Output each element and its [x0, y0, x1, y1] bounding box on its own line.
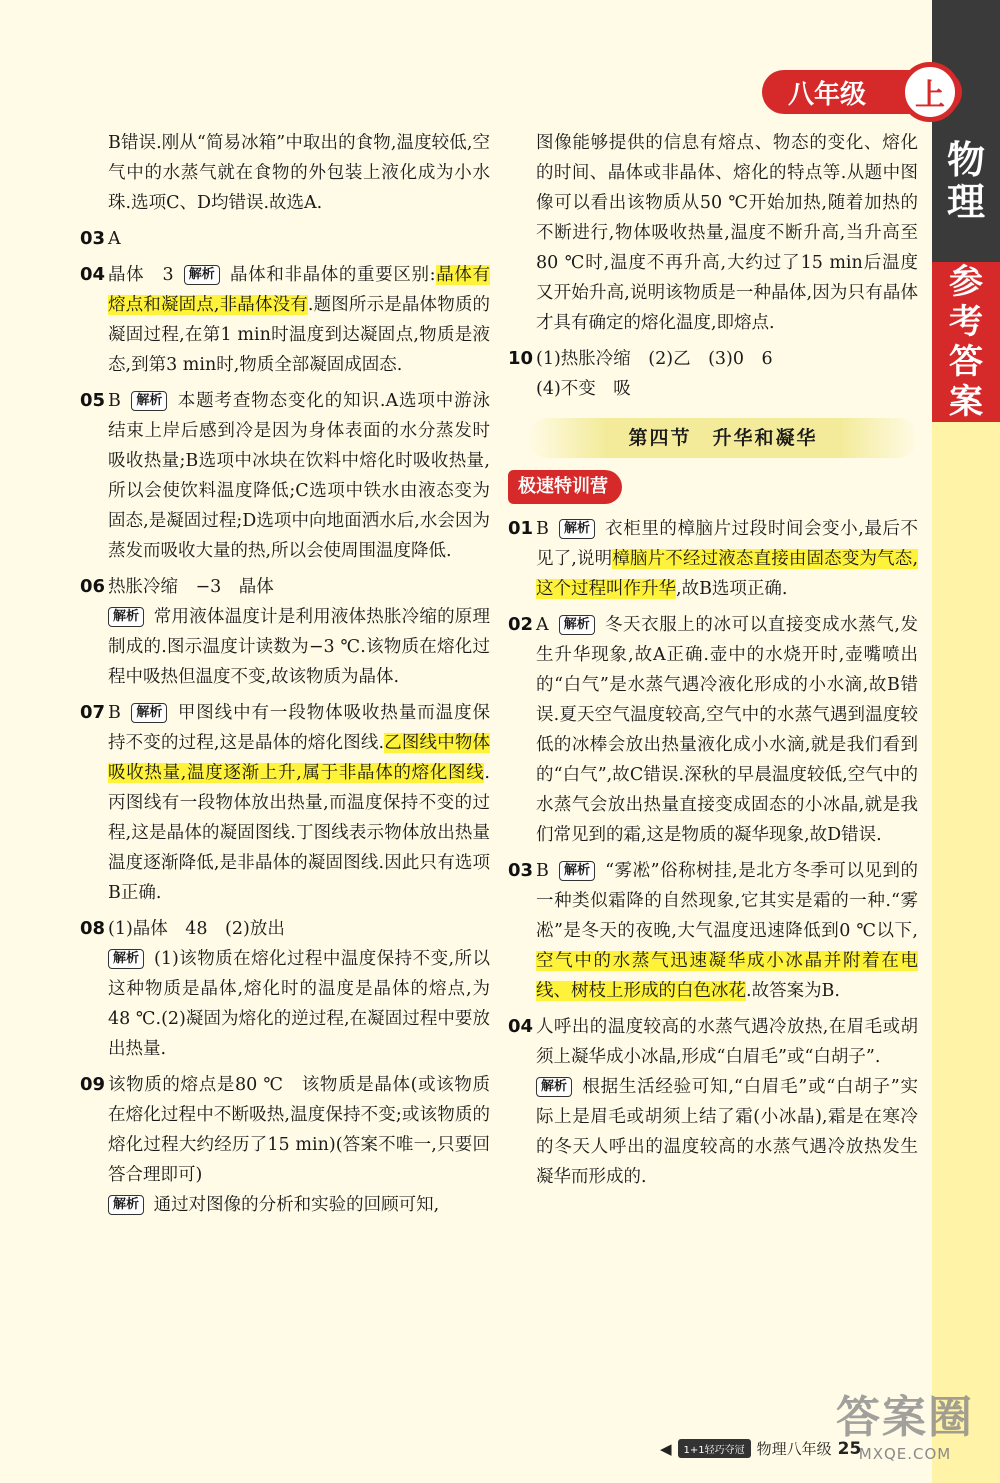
analysis-text: 常用液体温度计是利用液体热胀冷缩的原理制成的.图示温度计读数为−3 ℃.该物质在熔化过程中吸热但温度不变,故该物质为晶体.	[108, 607, 490, 687]
answer-text: (1)晶体 48 (2)放出	[108, 919, 285, 939]
footer-text: 物理八年级	[756, 1440, 832, 1458]
analysis-text: 根据生活经验可知,“白眉毛”或“白胡子”实际上是眉毛或胡须上结了霜(小冰晶),霜是在寒冷的冬天人呼出的温度较高的水蒸气遇冷放热发生凝华而形成的.	[536, 1077, 918, 1187]
answer-text: 人呼出的温度较高的水蒸气遇冷放热,在眉毛或胡须上凝华成小冰晶,形成“白眉毛”或“白胡子”.	[536, 1017, 918, 1067]
answer-text: (4)不变 吸	[536, 379, 631, 399]
answer-text: B	[108, 391, 121, 411]
sidebar-subject: 物 理	[946, 138, 985, 224]
question-number: 04	[508, 1016, 534, 1037]
section-title: 第四节 升华和凝华	[528, 418, 918, 458]
analysis-text: 冬天衣服上的冰可以直接变成水蒸气,发生升华现象,故A正确.壶中的水烧开时,壶嘴喷出的“白气”是水蒸气遇冷液化形成的小水滴,故B错误.夏天空气温度较高,空气中的水蒸气遇到温度较低的冰棒会放出热量液化成小水滴,就是我们看到的“白气”,故C错误.深秋的早晨温度较低,空气中的水蒸气会放出热量直接变成固态的小冰晶,就是我们常见到的霜,这是物质的凝华现象,故D错误.	[536, 615, 918, 845]
answer-09-continuation: 图像能够提供的信息有熔点、物态的变化、熔化的时间、晶体或非晶体、熔化的特点等.从题中图像可以看出该物质从50 ℃开始加热,随着加热的不断进行,物体吸收热量,温度不断升高,当升高至80 ℃时,温度不再升高,大约过了15 min后温度又开始升高,说明该物质是一种晶体,因为只有晶体才具有确定的熔化温度,即熔点.	[536, 133, 918, 333]
publisher-logo: 1+1轻巧夺冠	[678, 1439, 751, 1458]
answer-06	[80, 572, 490, 692]
analysis-text: ,故B选项正确.	[676, 579, 788, 599]
analysis-text: .故答案为B.	[746, 981, 840, 1001]
answer-03	[80, 224, 490, 254]
analysis-text: 甲图线中有一段物体吸收热量而温度保持不变的过程,这是晶体的熔化图线.	[108, 703, 490, 753]
answer-continuation: B错误.刚从“简易冰箱”中取出的食物,温度较低,空气中的水蒸气就在食物的外包装上液化成为小水珠.选项C、D均错误.故选A.	[108, 133, 490, 213]
analysis-tag: 解析	[559, 861, 595, 881]
analysis-text: 通过对图像的分析和实验的回顾可知,	[153, 1195, 440, 1215]
answer-text: A	[536, 615, 549, 635]
analysis-tag: 解析	[108, 949, 144, 969]
answer-text: 该物质的熔点是80 ℃ 该物质是晶体(或该物质在熔化过程中不断吸热,温度保持不变;或该物质的熔化过程大约经历了15 min)(答案不唯一,只要回答合理即可)	[108, 1075, 490, 1185]
question-number: 09	[80, 1074, 106, 1095]
answer-10	[508, 344, 918, 404]
analysis-text: .丙图线有一段物体放出热量,而温度保持不变的过程,这是晶体的凝固图线.丁图线表示物体放出热量温度逐渐降低,是非晶体的凝固图线.因此只有选项B正确.	[108, 763, 490, 903]
answer-text: (1)热胀冷缩 (2)乙 (3)0 6	[536, 349, 773, 369]
analysis-tag: 解析	[131, 391, 167, 411]
question-number: 10	[508, 348, 534, 369]
highlighted-text: 乙图线中物体吸收热量,温度逐渐上升,属于非晶体的熔化图线	[108, 733, 491, 783]
highlighted-text: 樟脑片不经过液态直接由固态变为气态,这个过程叫作升华	[536, 549, 919, 599]
question-number: 07	[80, 702, 106, 723]
answer-r03	[508, 856, 918, 1006]
question-number: 08	[80, 918, 106, 939]
question-number: 05	[80, 390, 106, 411]
answer-text: 晶体 3	[108, 265, 174, 285]
answer-text: 热胀冷缩 −3 晶体	[108, 577, 274, 597]
answer-07	[80, 698, 490, 908]
watermark: 答案圈 MXQE.COM	[836, 1392, 974, 1463]
answer-r04	[508, 1012, 918, 1192]
answer-r02	[508, 610, 918, 850]
analysis-tag: 解析	[559, 615, 595, 635]
page-number: 25	[837, 1438, 862, 1459]
answer-text: B	[536, 861, 549, 881]
highlighted-text: 空气中的水蒸气迅速凝华成小冰晶并附着在电线、树枝上形成的白色冰花	[536, 951, 918, 1001]
question-number: 06	[80, 576, 106, 597]
arrow-left-icon: ◀	[660, 1439, 672, 1458]
left-column	[80, 128, 490, 1226]
practice-label: 极速特训营	[508, 470, 622, 504]
right-column	[508, 128, 918, 1198]
question-number: 03	[80, 228, 106, 249]
question-number: 04	[80, 264, 106, 285]
answer-text: B	[536, 519, 549, 539]
analysis-tag: 解析	[108, 607, 144, 627]
analysis-tag: 解析	[108, 1195, 144, 1215]
analysis-tag: 解析	[559, 519, 595, 539]
analysis-text: .题图所示是晶体物质的凝固过程,在第1 min时温度到达凝固点,物质是液态,到第3 min时,物质全部凝固成固态.	[108, 295, 491, 375]
analysis-text: 晶体和非晶体的重要区别:	[230, 265, 436, 285]
analysis-text: “雾凇”俗称树挂,是北方冬季可以见到的一种类似霜降的自然现象,它其实是霜的一种.“雾凇”是冬天的夜晚,大气温度迅速降低到0 ℃以下,	[536, 861, 918, 941]
term-badge: 上	[900, 62, 960, 122]
analysis-tag: 解析	[184, 265, 220, 285]
highlighted-text: 晶体有熔点和凝固点,非晶体没有	[108, 265, 490, 315]
analysis-tag: 解析	[131, 703, 167, 723]
answer-text: A	[108, 229, 121, 249]
question-number: 01	[508, 518, 534, 539]
answer-text: B	[108, 703, 121, 723]
grade-badge: 八年级	[762, 70, 962, 114]
answer-08	[80, 914, 490, 1064]
answer-05	[80, 386, 490, 566]
answer-09	[80, 1070, 490, 1220]
analysis-text: 本题考查物态变化的知识.A选项中游泳结束上岸后感到冷是因为身体表面的水分蒸发时吸收热量;B选项中冰块在饮料中熔化时吸收热量,所以会使饮料温度降低;C选项中铁水由液态变为固态,是凝固过程;D选项中向地面洒水后,水会因为蒸发而吸收大量的热,所以会使周围温度降低.	[108, 391, 490, 561]
answer-r01	[508, 514, 918, 604]
question-number: 03	[508, 860, 534, 881]
analysis-text: 衣柜里的樟脑片过段时间会变小,最后不见了,说明	[536, 519, 918, 569]
analysis-text: (1)该物质在熔化过程中温度保持不变,所以这种物质是晶体,熔化时的温度是晶体的熔点,为48 ℃.(2)凝固为熔化的逆过程,在凝固过程中要放出热量.	[108, 949, 490, 1059]
answer-04	[80, 260, 490, 380]
sidebar-section-label: 参 考 答 案	[949, 262, 983, 422]
question-number: 02	[508, 614, 534, 635]
analysis-tag: 解析	[536, 1077, 572, 1097]
